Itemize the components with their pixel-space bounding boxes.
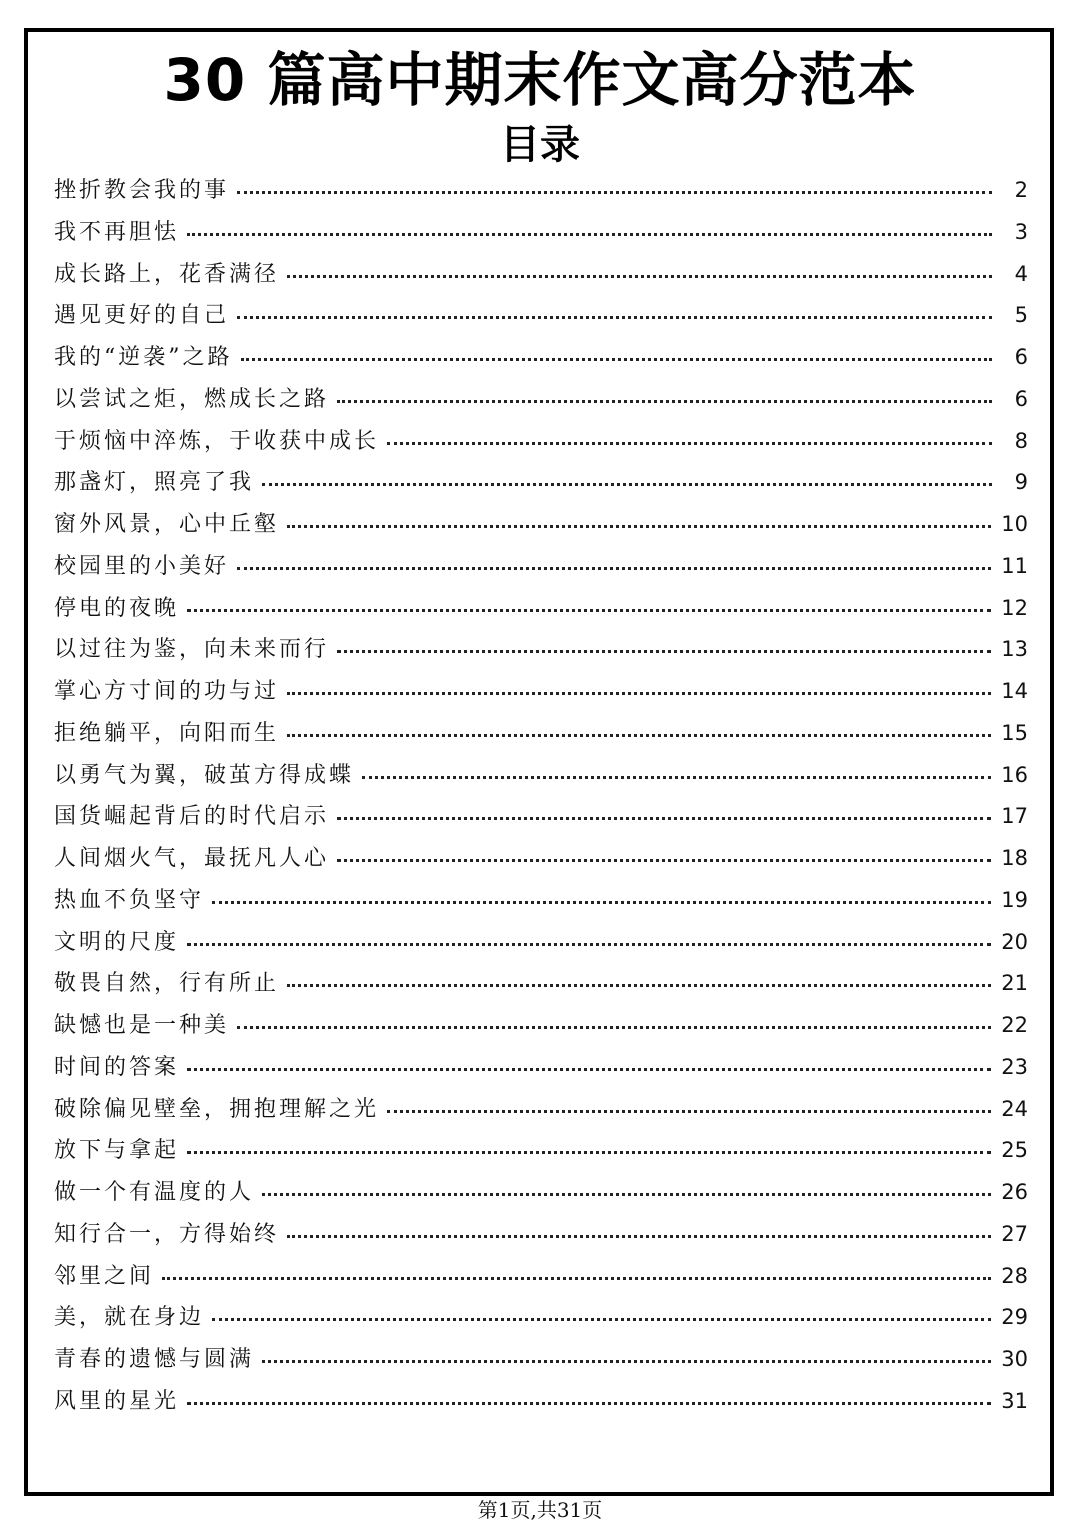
toc-entry-title: 拒绝躺平，向阳而生 [54,720,280,746]
toc-entry-title: 时间的答案 [54,1054,180,1080]
toc-entry-title: 放下与拿起 [54,1138,180,1164]
toc-dot-leader [262,1360,991,1363]
toc-dot-leader [187,1151,991,1154]
toc-entry-title: 青春的遗憾与圆满 [54,1347,255,1372]
toc-dot-leader [237,1026,991,1029]
toc-entry[interactable] [54,295,1028,337]
document-title: 30 篇高中期末作文高分范本 [163,46,917,114]
toc-dot-leader [337,817,991,820]
toc-entry[interactable] [54,671,1028,713]
toc-entry-page-number: 5 [1014,303,1028,328]
toc-entry-page-number: 24 [1001,1096,1028,1121]
toc-entry-title: 风里的星光 [54,1388,180,1414]
toc-entry-title: 于烦恼中淬炼，于收获中成长 [54,428,380,454]
toc-entry-page-number: 15 [1001,720,1028,745]
toc-dot-leader [287,525,991,528]
toc-entry[interactable] [54,838,1028,880]
toc-dot-leader [237,567,991,570]
toc-dot-leader [187,943,991,946]
toc-entry[interactable] [54,379,1028,421]
toc-entry[interactable] [54,504,1028,546]
toc-entry-page-number: 13 [1001,637,1028,662]
toc-entry-page-number: 12 [1001,595,1028,620]
toc-entry-title: 文明的尺度 [54,929,180,955]
toc-entry-page-number: 19 [1001,887,1028,912]
toc-entry[interactable] [54,755,1028,797]
toc-entry[interactable] [54,922,1028,964]
toc-entry-title: 邻里之间 [54,1263,155,1289]
toc-dot-leader [362,776,991,779]
toc-entry[interactable] [54,462,1028,504]
toc-dot-leader [187,609,991,612]
toc-dot-leader [262,1193,991,1196]
toc-entry[interactable] [54,1256,1028,1298]
toc-dot-leader [237,316,992,319]
toc-entry-title: 校园里的小美好 [54,553,230,579]
toc-entry[interactable] [54,588,1028,630]
toc-entry-page-number: 8 [1014,428,1028,453]
toc-dot-leader [287,734,991,737]
toc-entry-page-number: 21 [1001,971,1028,996]
toc-entry-page-number: 6 [1014,345,1028,369]
toc-entry-page-number: 29 [1001,1305,1028,1330]
toc-dot-leader [287,692,991,695]
toc-entry[interactable] [54,1297,1028,1339]
toc-entry[interactable] [54,337,1028,379]
toc-entry-title: 人间烟火气，最抚凡人心 [54,846,330,871]
toc-entry-title: 我不再胆怯 [54,219,180,245]
toc-dot-leader [262,483,992,486]
page-number-footer: 第1页,共31页 [477,1498,603,1522]
toc-dot-leader [187,1402,991,1405]
toc-entry[interactable] [54,1005,1028,1047]
toc-entry[interactable] [54,1214,1028,1256]
toc-entry-page-number: 23 [1001,1054,1028,1079]
toc-dot-leader [337,400,992,403]
toc-entry-page-number: 22 [1001,1013,1028,1037]
toc-entry-title: 知行合一，方得始终 [54,1221,280,1247]
toc-entry-title: 停电的夜晚 [54,595,180,621]
toc-entry[interactable] [54,1089,1028,1131]
toc-entry-title: 那盏灯，照亮了我 [54,470,255,496]
toc-dot-leader [187,233,992,236]
toc-entry-page-number: 31 [1001,1388,1028,1413]
toc-entry[interactable] [54,1172,1028,1214]
toc-entry-title: 美，就在身边 [54,1305,205,1331]
toc-entry[interactable] [54,546,1028,588]
toc-entry[interactable] [54,1339,1028,1381]
toc-dot-leader [387,1110,991,1113]
toc-entry-page-number: 28 [1001,1263,1028,1288]
toc-entry-page-number: 26 [1001,1180,1028,1204]
toc-dot-leader [212,1318,991,1321]
toc-entry[interactable] [54,421,1028,463]
toc-entry-page-number: 9 [1014,470,1028,495]
toc-entry-page-number: 27 [1001,1221,1028,1246]
toc-entry[interactable] [54,713,1028,755]
toc-entry[interactable] [54,1130,1028,1172]
toc-entry-page-number: 16 [1001,762,1028,787]
toc-entry[interactable] [54,254,1028,296]
toc-dot-leader [287,984,991,987]
toc-entry-title: 遇见更好的自己 [54,303,230,329]
toc-dot-leader [337,650,991,653]
toc-entry[interactable] [54,629,1028,671]
toc-dot-leader [237,191,992,194]
toc-entry-title: 敬畏自然，行有所止 [54,971,280,997]
toc-entry-page-number: 17 [1001,804,1028,829]
toc-entry[interactable] [54,880,1028,922]
toc-entry[interactable] [54,796,1028,838]
toc-dot-leader [337,859,991,862]
toc-entry-page-number: 3 [1014,219,1028,244]
toc-entry-title: 挫折教会我的事 [54,178,230,203]
toc-dot-leader [387,442,992,445]
toc-entry-title: 以尝试之炬，燃成长之路 [54,386,330,412]
toc-entry[interactable] [54,212,1028,254]
toc-dot-leader [187,1068,991,1071]
table-of-contents [54,170,1028,1423]
toc-entry-page-number: 20 [1001,929,1028,954]
toc-entry-title: 掌心方寸间的功与过 [54,679,280,704]
toc-entry-title: 热血不负坚守 [54,887,205,913]
toc-entry-page-number: 25 [1001,1138,1028,1163]
toc-entry[interactable] [54,963,1028,1005]
toc-entry-page-number: 4 [1014,261,1028,286]
toc-entry-page-number: 30 [1001,1347,1028,1371]
toc-entry-page-number: 2 [1014,178,1028,202]
toc-entry-title: 缺憾也是一种美 [54,1013,230,1038]
toc-entry-title: 成长路上，花香满径 [54,261,280,287]
toc-entry-title: 破除偏见壁垒，拥抱理解之光 [54,1096,380,1122]
toc-entry-title: 我的“逆袭”之路 [54,345,233,370]
toc-entry-page-number: 6 [1014,386,1028,411]
toc-dot-leader [287,275,992,278]
toc-entry[interactable] [54,1047,1028,1089]
toc-entry-title: 以勇气为翼，破茧方得成蝶 [54,762,355,788]
toc-dot-leader [162,1277,991,1280]
toc-entry-page-number: 18 [1001,846,1028,870]
toc-entry-title: 国货崛起背后的时代启示 [54,804,330,830]
toc-heading: 目录 [500,122,580,168]
toc-entry-page-number: 14 [1001,679,1028,703]
toc-entry[interactable] [54,170,1028,212]
toc-dot-leader [212,901,991,904]
toc-entry[interactable] [54,1381,1028,1423]
toc-dot-leader [287,1235,991,1238]
toc-entry-page-number: 10 [1001,512,1028,536]
toc-entry-page-number: 11 [1001,553,1028,578]
toc-entry-title: 窗外风景，心中丘壑 [54,512,280,537]
toc-entry-title: 做一个有温度的人 [54,1180,255,1205]
toc-entry-title: 以过往为鉴，向未来而行 [54,637,330,663]
toc-dot-leader [241,358,993,361]
